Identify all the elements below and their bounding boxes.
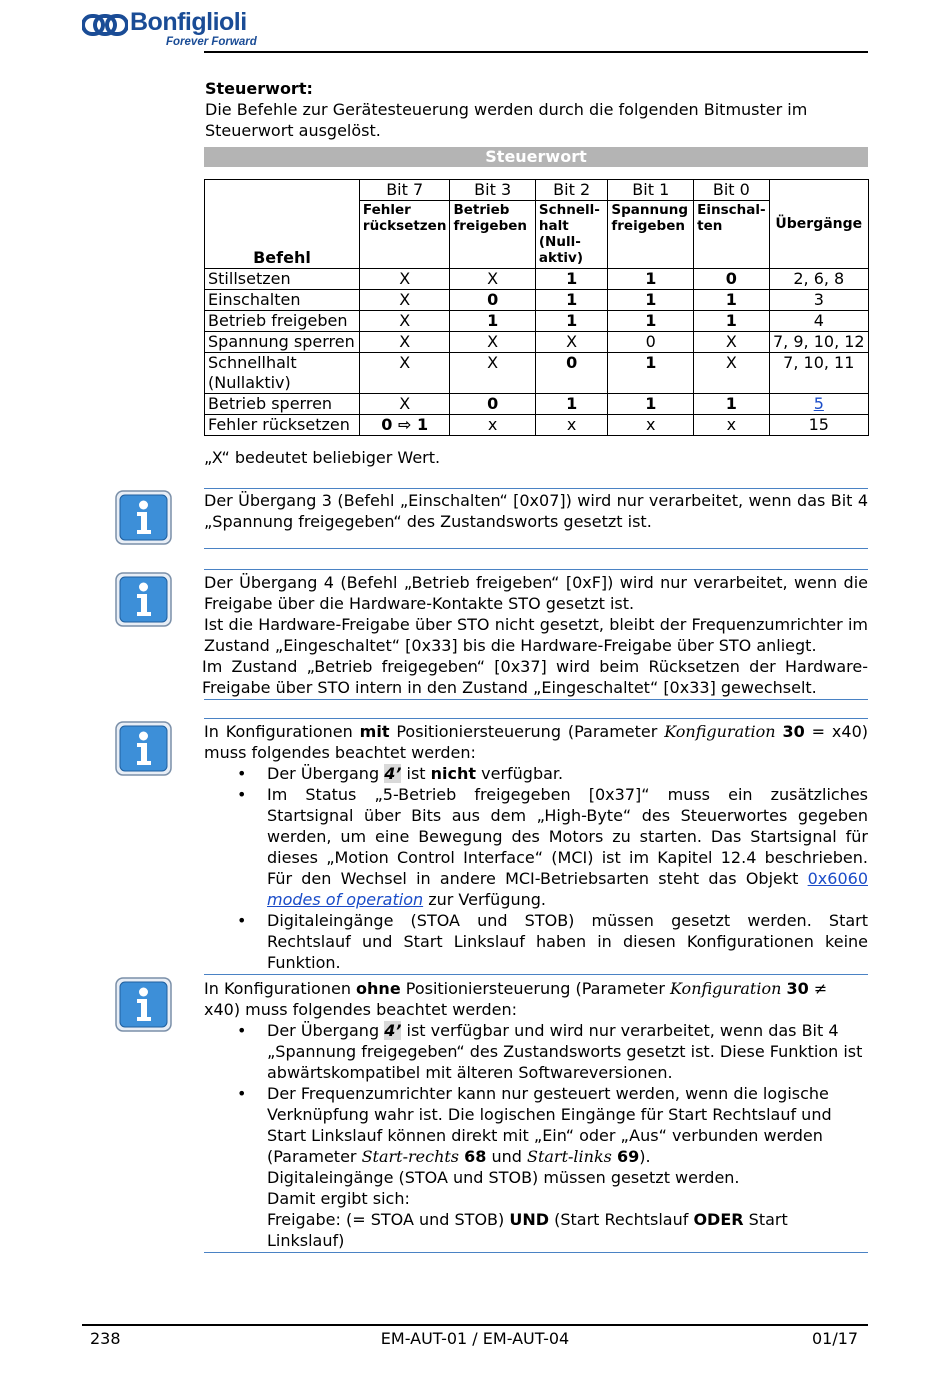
- info-note-without-positioning: [204, 974, 868, 1253]
- cell-transitions: 7, 9, 10, 12: [769, 332, 868, 353]
- cell-bit3: X: [450, 269, 535, 290]
- info-icon: [115, 721, 172, 776]
- cell-transitions: [769, 394, 868, 415]
- cell-bit2: 1: [535, 394, 608, 415]
- cell-bit7: 0 ⇨ 1: [359, 415, 450, 436]
- cell-bit7: X: [359, 394, 450, 415]
- note-intro: In Konfigurationen ohne Positioniersteuerung (Parameter Konfiguration 30 ≠ x40) muss folgendes beachtet werden:: [204, 979, 828, 1019]
- row-command: Betrieb sperren: [205, 394, 360, 415]
- header-transitions: Übergänge: [769, 180, 868, 269]
- table-row: [205, 332, 869, 353]
- bitname-einschalten: Einschal- ten: [694, 201, 769, 269]
- row-command: Spannung sperren: [205, 332, 360, 353]
- cell-bit2: 0: [535, 353, 608, 394]
- row-command: Stillsetzen: [205, 269, 360, 290]
- section-title: Steuerwort:: [205, 79, 313, 98]
- table-header-row: [205, 180, 869, 201]
- cell-bit0: 0: [694, 269, 769, 290]
- cell-bit7: X: [359, 290, 450, 311]
- note-text: Der Übergang 3 (Befehl „Einschalten“ [0x07]) wird nur verarbeitet, wenn das Bit 4 „Spannung freigegeben“ des Zustandsworts gesetzt ist.: [204, 491, 868, 531]
- document-id: EM-AUT-01 / EM-AUT-04: [380, 1329, 570, 1348]
- intro: [205, 78, 868, 141]
- info-icon: [115, 977, 172, 1032]
- brand-logo: [82, 8, 302, 48]
- table-row: [205, 290, 869, 311]
- document-date: 01/17: [812, 1329, 859, 1348]
- header-bit0: Bit 0: [694, 180, 769, 201]
- list-item: • Im Status „5-Betrieb freigegeben [0x37]“ muss ein zusätzliches Startsignal über Bits aus dem „High-Byte“ des Steuerwortes gegeben werden, um eine Bewegung des Motors zu starten. Das Startsignal für dieses „Motion Control Interface“ (MCI) ist im Kapitel 12.4 beschrieben. Für den Wechsel in andere MCI-Betriebsarten steht das Objekt 0x6060 modes of operation zur Verfügung.: [204, 784, 868, 910]
- cell-bit7: X: [359, 311, 450, 332]
- list-item: • Der Übergang 4’ ist nicht verfügbar.: [204, 763, 868, 784]
- cell-bit1: 0: [608, 332, 694, 353]
- note-line: Digitaleingänge (STOA und STOB) müssen gesetzt werden.: [267, 1168, 740, 1187]
- cell-bit2: 1: [535, 290, 608, 311]
- table-footnote: „X“ bedeutet beliebiger Wert.: [204, 448, 441, 467]
- list-item: • Der Übergang 4’ ist verfügbar und wird nur verarbeitet, wenn das Bit 4 „Spannung freigegeben“ des Zustandsworts gesetzt ist. Diese Funktion ist abwärtskompatibel mit älteren Softwareversionen.: [204, 1020, 868, 1083]
- cell-bit3: X: [450, 353, 535, 394]
- cell-bit0: 1: [694, 290, 769, 311]
- cell-bit3: 1: [450, 311, 535, 332]
- note-text: Ist die Hardware-Freigabe über STO nicht gesetzt, bleibt der Frequenzumrichter im Zustand „Eingeschaltet“ [0x33] bis die Hardware-Freigabe über STO anliegt.: [204, 615, 868, 655]
- cell-bit2: X: [535, 332, 608, 353]
- transition-5-link[interactable]: 5: [813, 394, 824, 413]
- cell-bit3: 0: [450, 394, 535, 415]
- cell-bit1: x: [608, 415, 694, 436]
- cell-bit2: 1: [535, 311, 608, 332]
- cell-bit3: x: [450, 415, 535, 436]
- cell-bit0: 1: [694, 394, 769, 415]
- cell-transitions: 2, 6, 8: [769, 269, 868, 290]
- cell-transitions: 15: [769, 415, 868, 436]
- cell-transitions: 7, 10, 11: [769, 353, 868, 394]
- footer-rule: [82, 1324, 868, 1326]
- row-command: Fehler rücksetzen: [205, 415, 360, 436]
- cell-bit1: 1: [608, 269, 694, 290]
- info-icon: [115, 490, 172, 545]
- cell-bit2: x: [535, 415, 608, 436]
- note-text: Im Zustand „Betrieb freigegeben“ [0x37] wird beim Rücksetzen der Hardware-Freigabe über STO intern in den Zustand „Eingeschaltet“ [0x33] gewechselt.: [202, 657, 868, 697]
- cell-bit7: X: [359, 332, 450, 353]
- cell-bit0: x: [694, 415, 769, 436]
- note-line: Damit ergibt sich:: [267, 1189, 410, 1208]
- object-0x6060-link[interactable]: 0x6060: [807, 869, 868, 888]
- cell-bit2: 1: [535, 269, 608, 290]
- cell-bit1: 1: [608, 353, 694, 394]
- table-row: [205, 394, 869, 415]
- bonfiglioli-logo-icon: [82, 14, 128, 36]
- bitname-schnellhalt: Schnell- halt (Null- aktiv): [535, 201, 608, 269]
- cell-bit0: 1: [694, 311, 769, 332]
- row-command: Betrieb freigeben: [205, 311, 360, 332]
- cell-bit0: X: [694, 332, 769, 353]
- header-bit7: Bit 7: [359, 180, 450, 201]
- info-icon: [115, 572, 172, 627]
- info-note-with-positioning: [204, 718, 868, 975]
- cell-bit1: 1: [608, 290, 694, 311]
- page-number: 238: [90, 1329, 121, 1348]
- cell-bit0: X: [694, 353, 769, 394]
- bitname-spannung: Spannung freigeben: [608, 201, 694, 269]
- note-line: Freigabe: (= STOA und STOB) UND (Start Rechtslauf ODER Start Linkslauf): [267, 1210, 788, 1250]
- cell-bit1: 1: [608, 311, 694, 332]
- note-intro: In Konfigurationen mit Positioniersteuerung (Parameter Konfiguration 30 = x40) muss folgendes beachtet werden:: [204, 722, 868, 762]
- cell-bit7: X: [359, 269, 450, 290]
- table-row: [205, 311, 869, 332]
- header-bit1: Bit 1: [608, 180, 694, 201]
- note-text: Der Übergang 4 (Befehl „Betrieb freigeben“ [0xF]) wird nur verarbeitet, wenn die Freigabe über die Hardware-Kontakte STO gesetzt ist.: [204, 573, 868, 613]
- intro-text: Die Befehle zur Gerätesteuerung werden durch die folgenden Bitmuster im Steuerwort ausgelöst.: [205, 100, 808, 140]
- header-command: Befehl: [205, 180, 360, 269]
- cell-bit3: X: [450, 332, 535, 353]
- brand-name: Bonfiglioli: [130, 8, 247, 36]
- cell-transitions: 3: [769, 290, 868, 311]
- table-banner: Steuerwort: [204, 147, 868, 167]
- cell-bit3: 0: [450, 290, 535, 311]
- header-bit2: Bit 2: [535, 180, 608, 201]
- row-command: Schnellhalt (Nullaktiv): [205, 353, 360, 394]
- control-word-table: [204, 179, 869, 436]
- bitname-fehler: Fehler rücksetzen: [359, 201, 450, 269]
- list-item: • Digitaleingänge (STOA und STOB) müssen gesetzt werden. Start Rechtslauf und Start Linkslauf haben in diesen Konfigurationen keine Funktion.: [204, 910, 868, 973]
- modes-of-operation-link[interactable]: modes of operation: [267, 890, 424, 909]
- info-note-transition-3: [204, 488, 868, 549]
- cell-transitions: 4: [769, 311, 868, 332]
- header-rule: [204, 51, 868, 53]
- table-row: [205, 269, 869, 290]
- header-bit3: Bit 3: [450, 180, 535, 201]
- cell-bit7: X: [359, 353, 450, 394]
- bitname-betrieb: Betrieb freigeben: [450, 201, 535, 269]
- list-item: • Der Frequenzumrichter kann nur gesteuert werden, wenn die logische Verknüpfung wahr ist. Die logischen Eingänge für Start Rechtslauf und Start Linkslauf können direkt mit „Ein“ oder „Aus“ verbunden werden (Parameter Start-rechts 68 und Start-links 69).: [204, 1083, 868, 1167]
- row-command: Einschalten: [205, 290, 360, 311]
- table-row: [205, 353, 869, 394]
- cell-bit1: 1: [608, 394, 694, 415]
- brand-tagline: Forever Forward: [166, 36, 257, 48]
- table-row: [205, 415, 869, 436]
- info-note-transition-4: [204, 569, 868, 700]
